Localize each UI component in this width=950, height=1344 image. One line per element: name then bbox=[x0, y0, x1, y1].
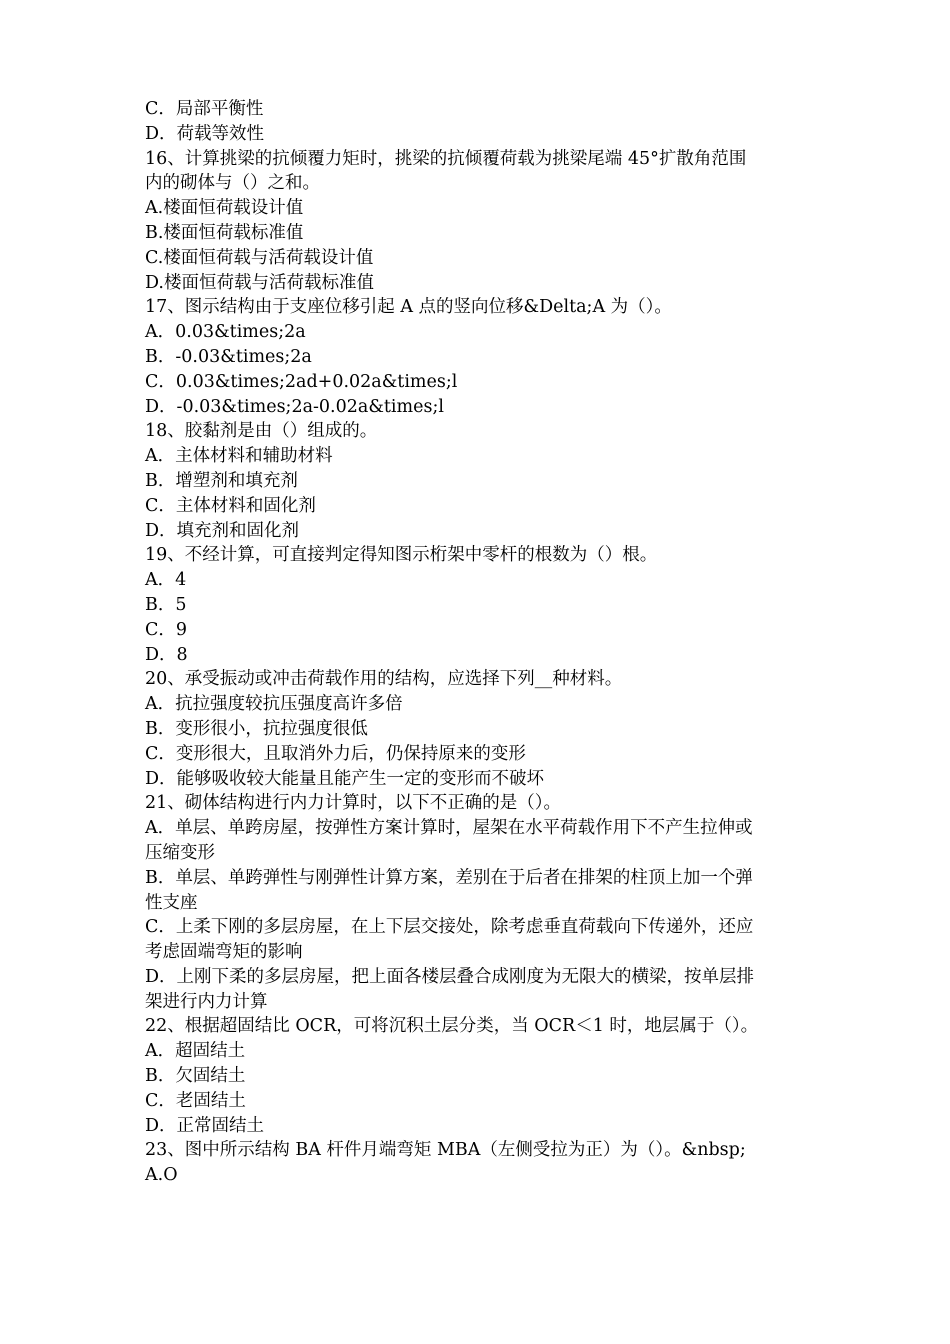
text-line: D．能够吸收较大能量且能产生一定的变形而不破坏 bbox=[145, 768, 545, 789]
text-line: C．变形很大，且取消外力后，仍保持原来的变形 bbox=[145, 743, 526, 764]
text-line: A．单层、单跨房屋，按弹性方案计算时，屋架在水平荷载作用下不产生拉伸或 bbox=[145, 818, 753, 839]
text-line: C．老固结土 bbox=[145, 1090, 246, 1111]
text-line: A．主体材料和辅助材料 bbox=[145, 446, 333, 467]
text-line: A．0.03&times;2a bbox=[145, 322, 306, 343]
question-20-line: 20、承受振动或冲击荷载作用的结构，应选择下列__种材料。 bbox=[145, 669, 623, 690]
text-line: 考虑固端弯矩的影响 bbox=[145, 942, 303, 963]
question-22-line: 22、根据超固结比 OCR，可将沉积土层分类，当 OCR＜1 时，地层属于（）。 bbox=[145, 1016, 759, 1037]
question-17-line: 17、图示结构由于支座位移引起 A 点的竖向位移&Delta;A 为（）。 bbox=[145, 297, 672, 318]
text-line: D．上刚下柔的多层房屋，把上面各楼层叠合成刚度为无限大的横梁，按单层排 bbox=[145, 966, 755, 987]
text-line: A．抗拉强度较抗压强度高许多倍 bbox=[145, 694, 403, 715]
text-line: D．荷载等效性 bbox=[145, 123, 265, 144]
text-line: D．8 bbox=[145, 644, 188, 665]
text-line: C．9 bbox=[145, 619, 188, 640]
text-line: C.楼面恒荷载与活荷载设计值 bbox=[145, 247, 374, 268]
text-line: C．主体材料和固化剂 bbox=[145, 495, 316, 516]
text-line: B．欠固结土 bbox=[145, 1066, 246, 1087]
text-line: 架进行内力计算 bbox=[145, 991, 268, 1012]
text-line: B．变形很小，抗拉强度很低 bbox=[145, 718, 368, 739]
text-line: D.楼面恒荷载与活荷载标准值 bbox=[145, 272, 374, 293]
text-line: B.楼面恒荷载标准值 bbox=[145, 222, 304, 243]
text-line: 压缩变形 bbox=[145, 842, 215, 863]
text-line: D．-0.03&times;2a-0.02a&times;l bbox=[145, 396, 444, 417]
text-line: 内的砌体与（）之和。 bbox=[145, 173, 320, 194]
document-page bbox=[145, 97, 815, 1188]
text-line: D．填充剂和固化剂 bbox=[145, 520, 300, 541]
text-line: 性支座 bbox=[145, 892, 198, 913]
question-19-line: 19、不经计算，可直接判定得知图示桁架中零杆的根数为（）根。 bbox=[145, 545, 658, 566]
text-line: B．5 bbox=[145, 594, 187, 615]
text-line: C．局部平衡性 bbox=[145, 99, 264, 119]
text-line: D．正常固结土 bbox=[145, 1115, 265, 1136]
question-23-line: 23、图中所示结构 BA 杆件月端弯矩 MBA（左侧受拉为正）为（）。&nbsp; bbox=[145, 1140, 746, 1161]
text-line: A.楼面恒荷载设计值 bbox=[145, 198, 304, 219]
text-line: A.O bbox=[145, 1165, 178, 1186]
text-line: A．超固结土 bbox=[145, 1041, 246, 1062]
question-16-line: 16、计算挑梁的抗倾覆力矩时，挑梁的抗倾覆荷载为挑梁尾端 45°扩散角范围 bbox=[145, 148, 747, 169]
question-21-line: 21、砌体结构进行内力计算时，以下不正确的是（）。 bbox=[145, 793, 562, 814]
text-line: A．4 bbox=[145, 570, 187, 591]
text-line: B．-0.03&times;2a bbox=[145, 346, 312, 367]
text-line: B．单层、单跨弹性与刚弹性计算方案，差别在于后者在排架的柱顶上加一个弹 bbox=[145, 867, 753, 888]
text-line: B．增塑剂和填充剂 bbox=[145, 470, 298, 491]
text-line: C．0.03&times;2ad+0.02a&times;l bbox=[145, 371, 458, 392]
question-18-line: 18、胶黏剂是由（）组成的。 bbox=[145, 421, 378, 442]
text-line: C．上柔下刚的多层房屋，在上下层交接处，除考虑垂直荷载向下传递外，还应 bbox=[145, 917, 754, 938]
